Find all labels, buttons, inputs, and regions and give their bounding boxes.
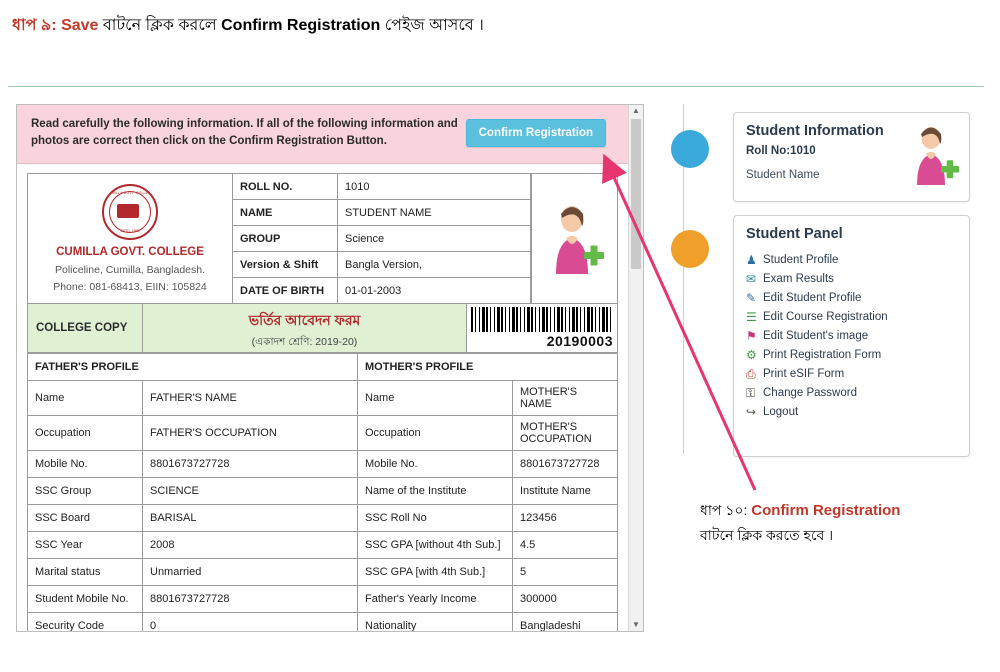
barcode-number: 20190003 [546,333,613,349]
edit-course-icon: ☰ [746,309,757,324]
table-row [233,174,531,200]
divider [8,86,984,87]
cell-value: 8801673727728 [143,451,358,478]
mother-profile-header: MOTHER'S PROFILE [358,354,618,381]
cell-value: 0 [143,613,358,633]
step-9-label: ধাপ ৯: [12,17,62,34]
step-10-second-line: বাটনে ক্লিক করতে হবে । [700,527,834,543]
info-label: ROLL NO. [233,174,338,200]
father-profile-header: FATHER'S PROFILE [28,354,358,381]
confirm-registration-button[interactable]: Confirm Registration [466,119,606,147]
cell-label: Occupation [28,416,143,451]
table-row [28,451,617,478]
cell-label: Name [358,381,513,416]
cell-value: 8801673727728 [143,586,358,613]
table-row [28,416,617,451]
college-block [28,174,233,303]
seal-top-text: CUMILLA GOVT. COLLEGE [106,191,154,195]
edit-profile-icon: ✎ [746,290,757,305]
cell-label: Nationality [358,613,513,633]
cell-value: 4.5 [513,532,618,559]
notice-text [31,116,491,150]
menu-label: Student Profile [763,253,839,266]
user-profile-icon: ♟ [746,252,757,267]
parents-profile-table [28,353,617,477]
cell-label: SSC Group [28,478,143,505]
student-information-title: Student Information [746,123,884,139]
menu-label: Print eSIF Form [763,367,845,380]
application-form-document [27,173,618,632]
registration-form-panel [16,104,644,632]
scroll-down-icon[interactable]: ▼ [632,620,640,629]
form-title-band [28,304,617,353]
table-row [28,505,617,532]
cell-value: FATHER'S NAME [143,381,358,416]
college-phone: Phone: 081-68413, EIIN: 105824 [53,281,207,293]
cell-value: FATHER'S OCCUPATION [143,416,358,451]
cell-value: MOTHER'S OCCUPATION [513,416,618,451]
student-name: Student Name [746,169,820,181]
notice-line-2: are correct then click on the Confirm Registration Button. [72,135,387,147]
table-row [233,200,531,226]
cell-label: SSC Board [28,505,143,532]
cell-value: 123456 [513,505,618,532]
info-value: 01-01-2003 [338,278,531,304]
step-10-annotation [700,498,990,547]
college-address: Policeline, Cumilla, Bangladesh. [55,264,205,276]
cell-label: Name of the Institute [358,478,513,505]
info-label: DATE OF BIRTH [233,278,338,304]
cell-label: Occupation [358,416,513,451]
cell-label: SSC GPA [without 4th Sub.] [358,532,513,559]
cell-label: SSC Roll No [358,505,513,532]
step-10-prefix: ধাপ ১০: [700,502,752,518]
menu-label: Edit Course Registration [763,310,888,323]
menu-label: Edit Student's image [763,329,869,342]
table-row [28,381,617,416]
menu-label: Edit Student Profile [763,291,862,304]
cell-label: Father's Yearly Income [358,586,513,613]
table-row [233,278,531,304]
cell-label: Marital status [28,559,143,586]
cell-label: Student Mobile No. [28,586,143,613]
form-subtitle-bangla: (একাদশ শ্রেণি: 2019-20) [251,336,358,348]
edit-image-icon: ⚑ [746,328,757,343]
print-esif-icon: ⎙ [746,366,756,381]
key-icon: ⚿ [746,385,756,400]
info-label: NAME [233,200,338,226]
cell-label: SSC GPA [with 4th Sub.] [358,559,513,586]
table-row [28,586,617,613]
print-registration-icon: ⚙ [746,347,757,362]
notice-line-1: Read carefully the following information. If all of the following information and photos [31,118,458,147]
cell-value: MOTHER'S NAME [513,381,618,416]
college-name: CUMILLA GOVT. COLLEGE [56,246,204,258]
cell-value: Bangladeshi [513,613,618,633]
info-value: STUDENT NAME [338,200,531,226]
form-header-row [28,174,617,304]
menu-label: Exam Results [763,272,834,285]
student-info-table [233,174,531,303]
heading-suffix: পেইজ আসবে । [380,17,484,34]
notice-banner [17,105,628,164]
cell-label: Name [28,381,143,416]
logout-icon: ↪ [746,404,757,419]
cell-label: Mobile No. [28,451,143,478]
table-row [28,613,617,633]
academic-details-table [28,477,617,632]
form-title-bangla: ভর্তির আবেদন ফরম [248,312,361,328]
save-keyword: Save [61,17,99,34]
cell-value: 8801673727728 [513,451,618,478]
table-row [28,354,617,381]
menu-label: Change Password [763,386,857,399]
college-copy-label: COLLEGE COPY [28,304,143,352]
table-row [233,226,531,252]
cell-value: Unmarried [143,559,358,586]
annotation-arrow [580,140,780,520]
cell-label: Mobile No. [358,451,513,478]
menu-label: Print Registration Form [763,348,882,361]
menu-label: Logout [763,405,799,418]
info-value: Science [338,226,531,252]
step-10-highlight: Confirm Registration [751,502,901,519]
seal-bottom-text: ESTD. 1899 [120,229,140,233]
cell-value: BARISAL [143,505,358,532]
page-title [12,12,484,39]
results-icon: ✉ [746,271,757,286]
form-title-block [143,304,467,352]
scroll-up-icon[interactable]: ▲ [632,106,640,115]
table-row [28,559,617,586]
info-value: Bangla Version, [338,252,531,278]
table-row [233,252,531,278]
cell-value: 2008 [143,532,358,559]
info-label: Version & Shift [233,252,338,278]
cell-value: 300000 [513,586,618,613]
cell-value: 5 [513,559,618,586]
avatar [907,123,961,187]
info-label: GROUP [233,226,338,252]
info-value: 1010 [338,174,531,200]
cell-label: SSC Year [28,532,143,559]
table-row [28,532,617,559]
cell-value: Institute Name [513,478,618,505]
student-panel-title: Student Panel [746,226,843,242]
confirm-registration-keyword: Confirm Registration [221,17,381,34]
cell-value: SCIENCE [143,478,358,505]
college-seal-icon [102,184,158,240]
student-roll-no: Roll No:1010 [746,145,816,157]
heading-middle: বাটনে ক্লিক করলে [98,17,222,34]
cell-label: Security Code [28,613,143,633]
table-row [28,478,617,505]
